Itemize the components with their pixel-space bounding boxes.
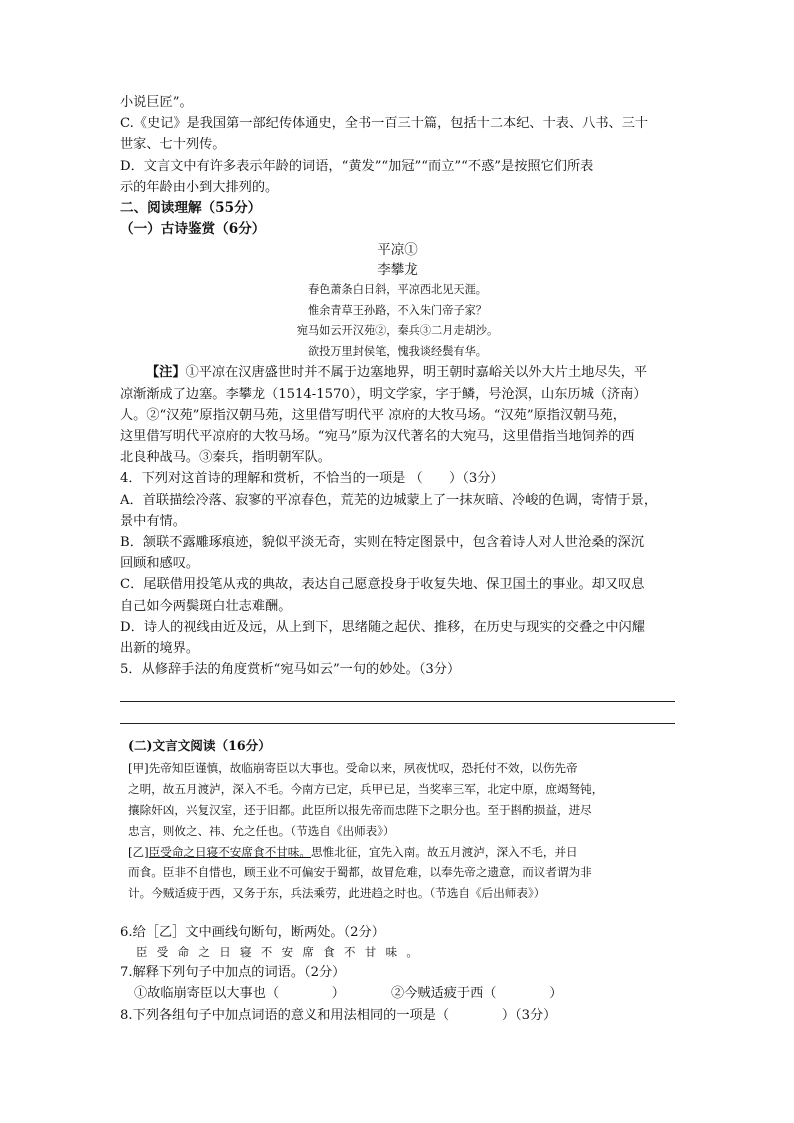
poem-line: 宛马如云开汉苑②，秦兵③二月走胡沙。 (296, 324, 499, 338)
option-line: D．诗人的视线由近及远，从上到下，思绪随之起伏、推移，在历史与现实的交叠之中闪耀 (120, 619, 645, 635)
option-line: 自己如今两鬓斑白壮志难酬。 (120, 598, 292, 614)
document-page (120, 92, 675, 1026)
note-line: ①平凉在汉唐盛世时并不属于边塞地界，明王朝时嘉峪关以外大片土地尽失，平 (185, 365, 648, 381)
option-line: B．颔联不露雕琢痕迹，貌似平淡无奇，实则在特定图景中，包含着诗人对人世沧桑的深沉 (120, 535, 644, 551)
text-yi-line: 计。今贼适疲于西，又务于东，兵法乘劳，此进趋之时也。（节选自《后出师表》） (128, 886, 546, 901)
option-line: A．首联描绘冷落、寂寥的平凉春色，荒芜的边城蒙上了一抹灰暗、冷峻的色调，寄情于景， (120, 492, 658, 508)
text-line: 小说巨匠”。 (120, 95, 193, 110)
question-4 (120, 468, 675, 659)
note-line: 凉渐渐成了边塞。李攀龙（1514-1570），明文学家，字于鳞，号沧溟，山东历城（济南） (120, 386, 647, 402)
subsection-title-classical: (二)文言文阅读（16分） (128, 738, 271, 754)
question-stem: 5．从修辞手法的角度赏析“宛马如云”一句的妙处。（3分） (120, 662, 461, 678)
item-2: ②今贼适疲于西（ ） (391, 986, 563, 1002)
question-6 (120, 922, 675, 962)
top-text-block (120, 92, 675, 198)
classical-text (120, 758, 675, 904)
item-1: ①故临崩寄臣以大事也（ ） (134, 986, 345, 1002)
option-line: 出新的境界。 (120, 641, 200, 657)
poem-line: 欲投万里封侯笔，愧我谈经鬓有华。 (307, 344, 487, 358)
poem-title: 平凉① (377, 242, 418, 259)
section-title: 二、阅读理解（55分） (120, 200, 262, 217)
subsection-title-poetry: （一）古诗鉴赏（6分） (120, 221, 266, 238)
option-line: 景中有情。 (120, 513, 186, 529)
question-stem: 6.给［乙］文中画线句断句，断两处。（2分） (120, 925, 385, 941)
answer-line[interactable] (120, 680, 675, 702)
poem (120, 240, 675, 362)
question-items (120, 983, 675, 1004)
text-line: C.《史记》是我国第一部纪传体通史，全书一百三十篇，包括十二本纪、十表、八书、三十 (120, 116, 649, 132)
poem-line: 春色萧条白日斜，平凉西北见天涯。 (307, 283, 487, 297)
text-jia-line: 之明，故五月渡泸，深入不毛。今南方已定，兵甲已足，当奖率三军，北定中原，庶竭驽钝， (128, 782, 604, 797)
text-jia-line: 忠言，则攸之、祎、允之任也。（节选自《出师表》） (128, 823, 395, 838)
note-line: 人。②“汉苑”原指汉朝马苑，这里借写明代平 凉府的大牧马场。“汉苑”原指汉朝马苑， (120, 407, 626, 423)
question-7 (120, 962, 675, 1004)
text-line: 世家、七十列传。 (120, 137, 226, 153)
text-line: 示的年龄由小到大排列的。 (120, 179, 279, 195)
text-yi-rest: 思惟北征，宜先入南。故五月渡泸，深入不毛，并日 (310, 844, 578, 859)
text-yi-line (120, 842, 675, 863)
question-stem: 7.解释下列句子中加点的词语。（2分） (120, 965, 346, 981)
answer-line[interactable] (120, 702, 675, 724)
note-line: 北良种战马。③秦兵，指明朝军队。 (120, 450, 331, 466)
poem-line: 惟余青草王孙路，不入朱门帝子家？ (307, 303, 487, 317)
text-line: D．文言文中有许多表示年龄的词语，“黄发”“加冠”“而立”“不惑”是按照它们所表 (120, 158, 594, 174)
text-jia-line: [甲]先帝知臣谨慎，故临崩寄臣以大事也。受命以来，夙夜忧叹，恐托付不效，以伤先帝 (128, 761, 578, 776)
text-jia-line: 攘除奸凶，兴复汉室，还于旧都。此臣所以报先帝而忠陛下之职分也。至于斟酌损益，进尽 (128, 803, 592, 818)
text-yi-line: 而食。臣非不自惜也，顾王业不可偏安于蜀都，故冒危难，以奉先帝之遗意，而议者谓为非 (128, 865, 592, 880)
text-yi-prefix: [乙] (128, 844, 149, 859)
question-5 (120, 659, 675, 724)
option-line: 回顾和感叹。 (120, 556, 200, 572)
underlined-sentence: 臣受命之日寝不安席食不甘味。 (148, 844, 311, 859)
question-stem: 4．下列对这首诗的理解和赏析，不恰当的一项是 （ ）（3分） (120, 471, 504, 487)
question-8-stem: 8.下列各组句子中加点词语的意义和用法相同的一项是（ ）（3分） (120, 1007, 557, 1023)
sentence-to-punctuate: 臣受命之日寝不安席食不甘味。 (136, 945, 428, 960)
option-line: C．尾联借用投笔从戎的典故，表达自己愿意投身于收复失地、保卫国土的事业。却又叹息 (120, 577, 645, 593)
note-line: 这里借写明代平凉府的大牧马场。“宛马”原为汉代著名的大宛马，这里借指当地饲养的西 (120, 429, 635, 445)
poem-author: 李攀龙 (377, 262, 418, 279)
poem-note (120, 362, 675, 468)
note-label: 【注】 (146, 365, 186, 381)
